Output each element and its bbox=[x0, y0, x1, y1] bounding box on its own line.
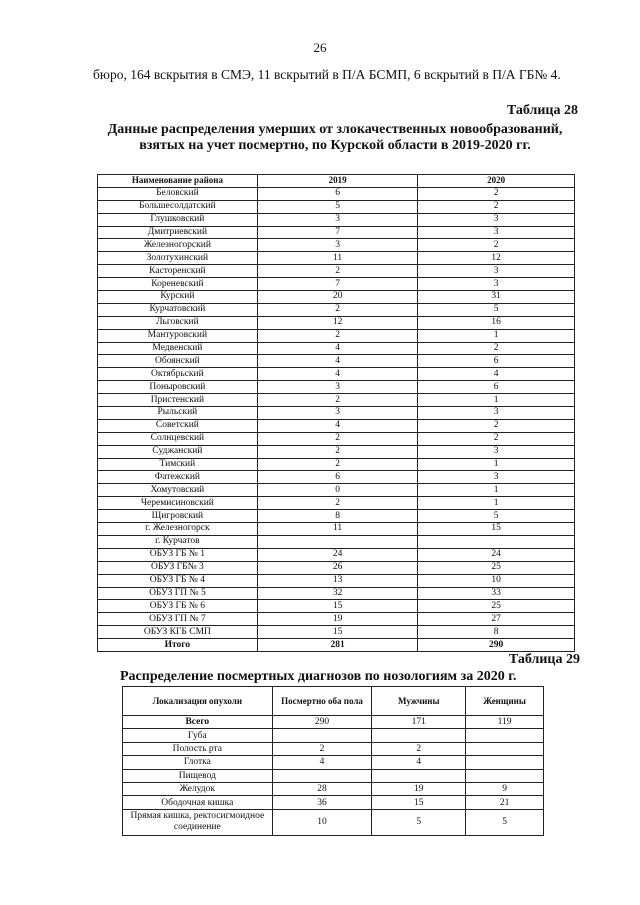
value-2020-cell: 24 bbox=[418, 548, 575, 561]
value-2020-cell: 8 bbox=[418, 626, 575, 639]
value-2019-cell: 2 bbox=[257, 394, 418, 407]
value-2020-cell: 3 bbox=[418, 407, 575, 420]
table-row bbox=[98, 497, 575, 510]
table-row bbox=[98, 407, 575, 420]
district-name-cell: г. Курчатов bbox=[98, 535, 258, 548]
women-cell: 5 bbox=[466, 809, 544, 835]
district-name-cell: Глушковский bbox=[98, 213, 258, 226]
women-cell bbox=[466, 756, 544, 769]
value-2020-cell: 6 bbox=[418, 355, 575, 368]
value-2020-cell: 25 bbox=[418, 600, 575, 613]
district-name-cell: ОБУЗ ГБ № 4 bbox=[98, 574, 258, 587]
value-2020-cell: 15 bbox=[418, 523, 575, 536]
tumor-location-cell: Пищевод bbox=[123, 769, 273, 782]
district-name-cell: Большесолдатский bbox=[98, 200, 258, 213]
table-row bbox=[98, 458, 575, 471]
both-sexes-cell: 2 bbox=[272, 742, 372, 755]
value-2019-cell: 11 bbox=[257, 252, 418, 265]
value-2020-cell: 2 bbox=[418, 239, 575, 252]
value-2019-cell: 11 bbox=[257, 523, 418, 536]
value-2019-cell: 2 bbox=[257, 432, 418, 445]
men-cell: 5 bbox=[372, 809, 466, 835]
table28-title: Данные распределения умерших от злокачественных новообразований, взятых на учет посмертно, по Курской области в 2019-2020 гг. bbox=[107, 122, 563, 153]
value-2020-cell: 3 bbox=[418, 213, 575, 226]
tumor-location-cell: Глотка bbox=[123, 756, 273, 769]
table28 bbox=[97, 174, 575, 652]
table-row bbox=[123, 782, 544, 795]
tumor-location-cell: Ободочная кишка bbox=[123, 796, 273, 809]
table29-title: Распределение посмертных диагнозов по нозологиям за 2020 г. bbox=[120, 669, 517, 684]
value-2019-cell: 26 bbox=[257, 561, 418, 574]
tumor-location-cell: Желудок bbox=[123, 782, 273, 795]
district-name-cell: Черемисиновский bbox=[98, 497, 258, 510]
table-row bbox=[98, 265, 575, 278]
value-2019-cell: 5 bbox=[257, 200, 418, 213]
table-row bbox=[98, 252, 575, 265]
value-2020-cell: 27 bbox=[418, 613, 575, 626]
total-cell: 281 bbox=[257, 639, 418, 652]
value-2019-cell: 6 bbox=[257, 471, 418, 484]
table29-header-cell: Посмертно оба пола bbox=[272, 687, 372, 716]
value-2020-cell: 1 bbox=[418, 329, 575, 342]
district-name-cell: Мантуровский bbox=[98, 329, 258, 342]
value-2019-cell: 3 bbox=[257, 381, 418, 394]
table28-caption: Таблица 28 bbox=[506, 103, 578, 118]
table-row bbox=[98, 445, 575, 458]
table-row bbox=[98, 303, 575, 316]
value-2019-cell: 4 bbox=[257, 355, 418, 368]
table-row bbox=[98, 368, 575, 381]
value-2020-cell: 5 bbox=[418, 303, 575, 316]
total-cell: Итого bbox=[98, 639, 258, 652]
tumor-location-cell: Губа bbox=[123, 729, 273, 742]
table29-header-cell: Женщины bbox=[466, 687, 544, 716]
both-sexes-cell: 36 bbox=[272, 796, 372, 809]
value-2019-cell: 13 bbox=[257, 574, 418, 587]
both-sexes-cell bbox=[272, 769, 372, 782]
tumor-location-cell: Прямая кишка, ректосигмоидное соединение bbox=[123, 809, 273, 835]
value-2020-cell: 4 bbox=[418, 368, 575, 381]
table-row bbox=[98, 316, 575, 329]
value-2020-cell bbox=[418, 535, 575, 548]
table28-header-cell: 2019 bbox=[257, 175, 418, 188]
table-row bbox=[98, 523, 575, 536]
intro-paragraph: бюро, 164 вскрытия в СМЭ, 11 вскрытий в П/А БСМП, 6 вскрытий в П/А ГБ№ 4. bbox=[93, 67, 561, 82]
both-sexes-cell: 28 bbox=[272, 782, 372, 795]
table-row bbox=[98, 535, 575, 548]
both-sexes-cell bbox=[272, 729, 372, 742]
table-row bbox=[98, 510, 575, 523]
value-2019-cell: 3 bbox=[257, 213, 418, 226]
district-name-cell: Беловский bbox=[98, 187, 258, 200]
district-name-cell: Щигровский bbox=[98, 510, 258, 523]
district-name-cell: Октябрьский bbox=[98, 368, 258, 381]
table-row bbox=[98, 355, 575, 368]
tumor-location-cell: Полость рта bbox=[123, 742, 273, 755]
value-2019-cell: 20 bbox=[257, 291, 418, 304]
men-cell bbox=[372, 729, 466, 742]
men-cell: 2 bbox=[372, 742, 466, 755]
men-cell: 19 bbox=[372, 782, 466, 795]
value-2020-cell: 10 bbox=[418, 574, 575, 587]
district-name-cell: ОБУЗ ГБ № 1 bbox=[98, 548, 258, 561]
value-2020-cell: 16 bbox=[418, 316, 575, 329]
value-2020-cell: 31 bbox=[418, 291, 575, 304]
district-name-cell: ОБУЗ ГБ№ 3 bbox=[98, 561, 258, 574]
value-2020-cell: 1 bbox=[418, 394, 575, 407]
table29-header-cell: Локализация опухоли bbox=[123, 687, 273, 716]
value-2020-cell: 3 bbox=[418, 226, 575, 239]
value-2020-cell: 3 bbox=[418, 445, 575, 458]
value-2019-cell: 15 bbox=[257, 600, 418, 613]
table28-header-row bbox=[98, 175, 575, 188]
value-2019-cell: 4 bbox=[257, 419, 418, 432]
value-2020-cell: 1 bbox=[418, 458, 575, 471]
table-row bbox=[98, 587, 575, 600]
table-row bbox=[123, 742, 544, 755]
value-2019-cell: 12 bbox=[257, 316, 418, 329]
value-2020-cell: 2 bbox=[418, 200, 575, 213]
table-row bbox=[98, 548, 575, 561]
women-cell bbox=[466, 769, 544, 782]
table-row bbox=[98, 239, 575, 252]
district-name-cell: Рыльский bbox=[98, 407, 258, 420]
value-2020-cell: 2 bbox=[418, 432, 575, 445]
table-row bbox=[98, 419, 575, 432]
value-2019-cell: 2 bbox=[257, 458, 418, 471]
value-2019-cell: 6 bbox=[257, 187, 418, 200]
women-cell: 21 bbox=[466, 796, 544, 809]
value-2019-cell: 2 bbox=[257, 497, 418, 510]
table29-caption: Таблица 29 bbox=[508, 652, 580, 667]
table-row bbox=[98, 600, 575, 613]
value-2020-cell: 12 bbox=[418, 252, 575, 265]
value-2019-cell: 3 bbox=[257, 407, 418, 420]
value-2019-cell: 32 bbox=[257, 587, 418, 600]
table-row bbox=[98, 381, 575, 394]
district-name-cell: ОБУЗ ГП № 7 bbox=[98, 613, 258, 626]
total-cell: 290 bbox=[418, 639, 575, 652]
value-2020-cell: 33 bbox=[418, 587, 575, 600]
table-row bbox=[123, 716, 544, 729]
table-row bbox=[98, 213, 575, 226]
district-name-cell: ОБУЗ КГБ СМП bbox=[98, 626, 258, 639]
value-2019-cell: 4 bbox=[257, 368, 418, 381]
value-2020-cell: 3 bbox=[418, 265, 575, 278]
district-name-cell: Поныровский bbox=[98, 381, 258, 394]
district-name-cell: Льговский bbox=[98, 316, 258, 329]
page-number: 26 bbox=[313, 40, 327, 55]
value-2019-cell: 4 bbox=[257, 342, 418, 355]
table-row bbox=[98, 471, 575, 484]
table-row bbox=[98, 278, 575, 291]
value-2019-cell: 7 bbox=[257, 278, 418, 291]
district-name-cell: ОБУЗ ГП № 5 bbox=[98, 587, 258, 600]
value-2020-cell: 3 bbox=[418, 278, 575, 291]
value-2019-cell: 2 bbox=[257, 303, 418, 316]
value-2019-cell: 2 bbox=[257, 265, 418, 278]
value-2019-cell: 19 bbox=[257, 613, 418, 626]
table-row bbox=[98, 626, 575, 639]
men-cell: 4 bbox=[372, 756, 466, 769]
table-row bbox=[98, 484, 575, 497]
district-name-cell: Суджанский bbox=[98, 445, 258, 458]
value-2020-cell: 3 bbox=[418, 471, 575, 484]
district-name-cell: Кореневский bbox=[98, 278, 258, 291]
district-name-cell: Солнцевский bbox=[98, 432, 258, 445]
table-row bbox=[123, 809, 544, 835]
value-2020-cell: 5 bbox=[418, 510, 575, 523]
district-name-cell: Медвенский bbox=[98, 342, 258, 355]
table-row bbox=[123, 769, 544, 782]
table-row bbox=[98, 291, 575, 304]
women-cell: 9 bbox=[466, 782, 544, 795]
women-cell: 119 bbox=[466, 716, 544, 729]
table29 bbox=[122, 686, 544, 836]
tumor-location-cell: Всего bbox=[123, 716, 273, 729]
women-cell bbox=[466, 729, 544, 742]
both-sexes-cell: 4 bbox=[272, 756, 372, 769]
value-2019-cell bbox=[257, 535, 418, 548]
both-sexes-cell: 10 bbox=[272, 809, 372, 835]
district-name-cell: Касторенский bbox=[98, 265, 258, 278]
table-row bbox=[123, 756, 544, 769]
value-2019-cell: 8 bbox=[257, 510, 418, 523]
value-2019-cell: 0 bbox=[257, 484, 418, 497]
district-name-cell: Золотухинский bbox=[98, 252, 258, 265]
table28-body bbox=[98, 187, 575, 651]
value-2020-cell: 2 bbox=[418, 187, 575, 200]
value-2020-cell: 2 bbox=[418, 419, 575, 432]
district-name-cell: Хомутовский bbox=[98, 484, 258, 497]
table-row bbox=[98, 613, 575, 626]
table-row bbox=[98, 432, 575, 445]
value-2019-cell: 2 bbox=[257, 445, 418, 458]
value-2020-cell: 1 bbox=[418, 484, 575, 497]
district-name-cell: Дмитриевский bbox=[98, 226, 258, 239]
table-row bbox=[98, 200, 575, 213]
district-name-cell: Фатежский bbox=[98, 471, 258, 484]
table-row bbox=[98, 561, 575, 574]
district-name-cell: Пристенский bbox=[98, 394, 258, 407]
women-cell bbox=[466, 742, 544, 755]
table-row bbox=[98, 574, 575, 587]
table28-header-cell: Наименование района bbox=[98, 175, 258, 188]
men-cell: 171 bbox=[372, 716, 466, 729]
table28-total-row bbox=[98, 639, 575, 652]
value-2019-cell: 24 bbox=[257, 548, 418, 561]
district-name-cell: Железногорский bbox=[98, 239, 258, 252]
men-cell bbox=[372, 769, 466, 782]
table29-header-cell: Мужчины bbox=[372, 687, 466, 716]
table29-header-row bbox=[123, 687, 544, 716]
table-row bbox=[98, 226, 575, 239]
district-name-cell: Обоянский bbox=[98, 355, 258, 368]
value-2019-cell: 2 bbox=[257, 329, 418, 342]
table-row bbox=[123, 729, 544, 742]
value-2019-cell: 3 bbox=[257, 239, 418, 252]
table-row bbox=[98, 329, 575, 342]
table-row bbox=[98, 187, 575, 200]
district-name-cell: Курский bbox=[98, 291, 258, 304]
table-row bbox=[123, 796, 544, 809]
value-2020-cell: 6 bbox=[418, 381, 575, 394]
district-name-cell: г. Железногорск bbox=[98, 523, 258, 536]
both-sexes-cell: 290 bbox=[272, 716, 372, 729]
table-row bbox=[98, 394, 575, 407]
table28-header-cell: 2020 bbox=[418, 175, 575, 188]
value-2019-cell: 15 bbox=[257, 626, 418, 639]
value-2020-cell: 1 bbox=[418, 497, 575, 510]
district-name-cell: Курчатовский bbox=[98, 303, 258, 316]
value-2019-cell: 7 bbox=[257, 226, 418, 239]
district-name-cell: Советский bbox=[98, 419, 258, 432]
district-name-cell: Тимский bbox=[98, 458, 258, 471]
table-row bbox=[98, 342, 575, 355]
men-cell: 15 bbox=[372, 796, 466, 809]
table29-body bbox=[123, 716, 544, 836]
district-name-cell: ОБУЗ ГБ № 6 bbox=[98, 600, 258, 613]
value-2020-cell: 25 bbox=[418, 561, 575, 574]
value-2020-cell: 2 bbox=[418, 342, 575, 355]
